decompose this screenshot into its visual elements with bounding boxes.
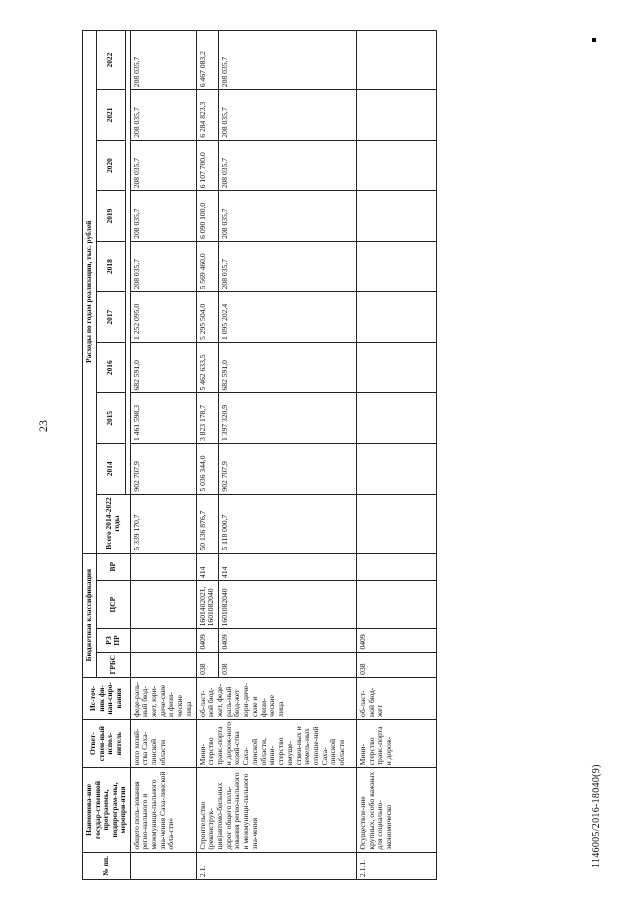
header-vr: ВР (96, 553, 130, 580)
cell-num: 2.1.1. (357, 852, 437, 879)
cell-total: 5 339 170,7 (130, 494, 196, 553)
header-2020: 2020 (96, 140, 125, 191)
cell-vr: 414 (219, 553, 357, 580)
cell-name: Строительство (реконструк-ция)автомо-бильных дорог общего поль-зования регио-нального и межмуници-пального зна-чения (196, 768, 356, 852)
cell-responsible: ного хозяй-ства Саха-линской области (130, 719, 196, 767)
cell-2016: 5 462 633,5 (196, 342, 218, 393)
cell-vr (130, 553, 196, 580)
header-total: Всего 2014-2022 годы (96, 494, 130, 553)
cell-2015 (357, 393, 437, 444)
header-2019: 2019 (96, 191, 125, 242)
cell-source: феде-раль-ный бюд-жет, юри-диче-ские и физи-ческие лица (130, 677, 196, 719)
cell-responsible: Мини-стерство транс-порта и дорож- (357, 719, 437, 767)
cell-2015: 1 397 320,9 (219, 393, 357, 444)
cell-2019 (357, 191, 437, 242)
header-responsible: Ответ-ствен-ный испол-нитель (83, 719, 131, 767)
cell-num: 2.1. (196, 852, 356, 879)
cell-2018: 208 035,7 (219, 241, 357, 292)
cell-2022 (357, 31, 437, 90)
cell-2016 (357, 342, 437, 393)
cell-2018: 5 569 460,0 (196, 241, 218, 292)
header-2014: 2014 (96, 444, 125, 495)
cell-2015: 3 823 178,7 (196, 393, 218, 444)
cell-2019: 6 090 100,0 (196, 191, 218, 242)
cell-name: общего поль-зования регио-нального и межмуници-пального зна-чения Саха-линской обла-сти» (130, 768, 196, 852)
cell-csr (357, 580, 437, 628)
header-2017: 2017 (96, 292, 125, 343)
cell-2018: 208 035,7 (130, 241, 196, 292)
cell-total (357, 494, 437, 553)
cell-2014: 902 707,9 (219, 444, 357, 495)
cell-2020: 208 035,7 (130, 140, 196, 191)
cell-name: Осуществле-ние крупных, особо важных для социально-экономическо (357, 768, 437, 852)
cell-2020: 208 035,7 (219, 140, 357, 191)
cell-rz: 0409 (357, 629, 437, 652)
cell-source: об-ласт-ной бюд-жет (357, 677, 437, 719)
table-row (130, 31, 196, 880)
cell-total: 5 118 000,7 (219, 494, 357, 553)
cell-source: об-ласт-ной бюд-жет, феде-раль-ный бюд-жет юри-диче-ские и физи-ческие лица (196, 677, 356, 719)
cell-rz (130, 629, 196, 652)
cell-grbs: 038 (219, 652, 357, 677)
header-name: Наименова-ние государ-ственной программы, подпрограм-мы, меропри-ятия (83, 768, 131, 852)
cell-rz: 0409 (219, 629, 357, 652)
header-num: № пп. (83, 852, 131, 879)
scan-mark (592, 38, 596, 42)
header-2018: 2018 (96, 241, 125, 292)
header-csr: ЦСР (96, 580, 130, 628)
header-budget-class: Бюджетная классификация (83, 553, 97, 677)
cell-2020 (357, 140, 437, 191)
cell-2022: 6 467 083,2 (196, 31, 218, 90)
cell-2014: 902 707,9 (130, 444, 196, 495)
cell-2021: 6 284 823,3 (196, 90, 218, 141)
header-row-1 (83, 31, 97, 880)
cell-2017 (357, 292, 437, 343)
cell-csr: 1601082040 (219, 580, 357, 628)
cell-csr: 1601402021, 1601082040 (196, 580, 218, 628)
cell-2014: 5 036 344,0 (196, 444, 218, 495)
page-number: 23 (36, 420, 50, 432)
cell-2021: 208 035,7 (130, 90, 196, 141)
cell-csr (130, 580, 196, 628)
cell-2019: 208 035,7 (130, 191, 196, 242)
document-code: 1146005/2016-18040(9) (591, 764, 602, 868)
cell-2016: 682 591,0 (130, 342, 196, 393)
cell-vr: 414 (196, 553, 218, 580)
budget-table-sheet (82, 30, 482, 880)
cell-num (130, 852, 196, 879)
header-2022: 2022 (96, 31, 125, 90)
cell-2017: 1 095 202,4 (219, 292, 357, 343)
cell-2021: 208 035,7 (219, 90, 357, 141)
cell-grbs (130, 652, 196, 677)
header-expenses: Расходы по годам реализации, тыс. рублей (83, 31, 97, 554)
cell-2021 (357, 90, 437, 141)
cell-2018 (357, 241, 437, 292)
cell-2017: 1 252 095,0 (130, 292, 196, 343)
header-rz: РЗ ПР (96, 629, 130, 652)
header-2016: 2016 (96, 342, 125, 393)
header-2021: 2021 (96, 90, 125, 141)
cell-vr (357, 553, 437, 580)
cell-2022: 208 035,7 (219, 31, 357, 90)
cell-2019: 208 035,7 (219, 191, 357, 242)
cell-2015: 1 461 598,3 (130, 393, 196, 444)
cell-grbs: 038 (196, 652, 218, 677)
cell-2016: 682 591,0 (219, 342, 357, 393)
cell-2014 (357, 444, 437, 495)
cell-2022: 208 035,7 (130, 31, 196, 90)
table-row (357, 31, 437, 880)
cell-rz: 0409 (196, 629, 218, 652)
header-source: Ис-точ-ник фи-нан-сиро-вания (83, 677, 131, 719)
budget-table (82, 30, 437, 880)
table-row (196, 31, 218, 880)
cell-total: 50 136 876,7 (196, 494, 218, 553)
cell-2017: 5 295 504,0 (196, 292, 218, 343)
header-2015: 2015 (96, 393, 125, 444)
cell-2020: 6 107 700,0 (196, 140, 218, 191)
cell-responsible: Мини-стерство транс-порта и дорож-ного хозяй-ства Саха-линской области, мини-стерство имуще-ствен-ных и земель-ных отноше-ний Саха-линской области (196, 719, 356, 767)
header-grbs: ГРБС (96, 652, 130, 677)
cell-grbs: 038 (357, 652, 437, 677)
